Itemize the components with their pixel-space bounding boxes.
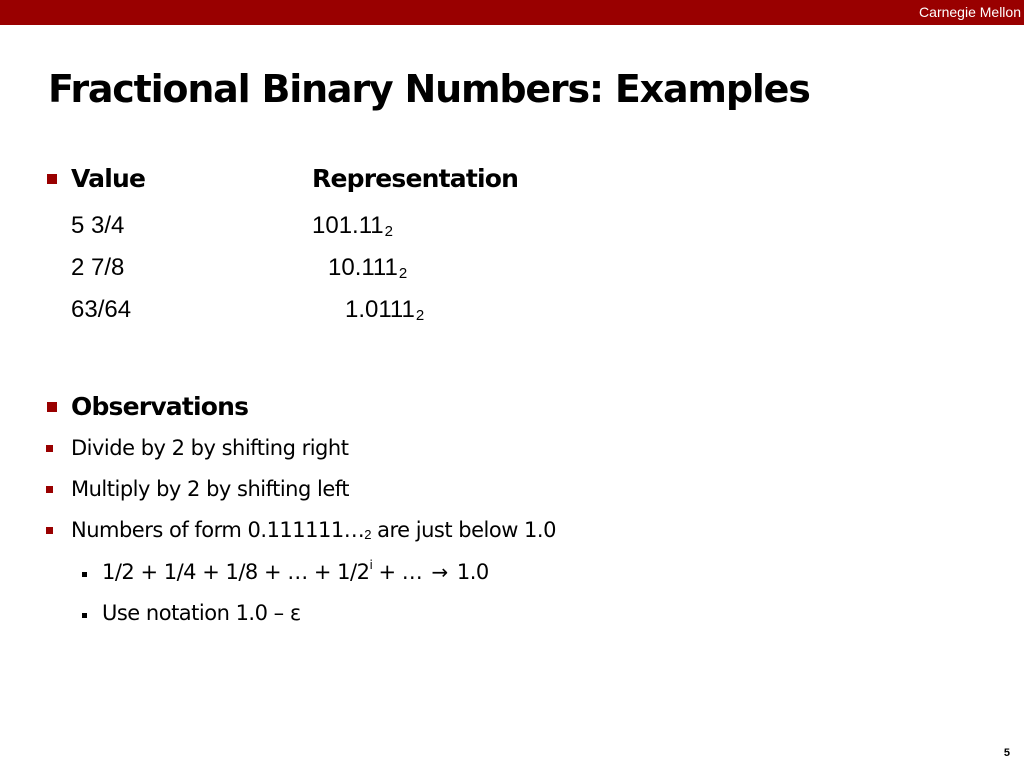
exponent-superscript: i <box>369 558 373 572</box>
sub-bullet-icon <box>82 613 87 618</box>
binary-digits: 101.11 <box>312 212 384 239</box>
series-prefix: 1/2 + 1/4 + 1/8 + … + 1/2 <box>102 560 370 584</box>
right-arrow-icon: → <box>431 560 448 584</box>
binary-digits: 1.0111 <box>345 296 415 323</box>
top-banner <box>0 0 1024 25</box>
observation-item <box>71 520 556 541</box>
observations-heading: Observations <box>71 392 249 421</box>
observation-sub-item: Use notation 1.0 – ε <box>102 601 301 625</box>
observation-sub-item <box>102 558 489 584</box>
binary-digits: 10.111 <box>328 254 398 281</box>
bullet-square-icon <box>46 486 53 493</box>
table-row-value: 63/64 <box>71 296 132 323</box>
bullet-square-icon <box>47 174 57 184</box>
representation-column-header: Representation <box>312 164 519 193</box>
sub-bullet-icon <box>82 572 87 577</box>
observation-prefix: Numbers of form 0.111111… <box>71 518 365 542</box>
bullet-square-icon <box>47 402 57 412</box>
series-suffix: 1.0 <box>450 560 489 584</box>
table-row-representation <box>328 256 407 281</box>
table-row-value: 5 3/4 <box>71 212 125 239</box>
table-row-representation <box>345 298 424 323</box>
base-subscript: 2 <box>415 307 425 324</box>
observation-item: Multiply by 2 by shifting left <box>71 477 350 501</box>
page-number: 5 <box>1003 747 1010 759</box>
series-middle: + … <box>372 560 429 584</box>
slide-title: Fractional Binary Numbers: Examples <box>48 67 810 111</box>
observation-suffix: are just below 1.0 <box>370 518 556 542</box>
table-row-value: 2 7/8 <box>71 254 125 281</box>
base-subscript: 2 <box>364 527 371 542</box>
bullet-square-icon <box>46 445 53 452</box>
value-column-header: Value <box>71 164 146 193</box>
brand-name: Carnegie Mellon <box>919 4 1021 20</box>
base-subscript: 2 <box>384 223 393 240</box>
observation-item: Divide by 2 by shifting right <box>71 436 349 460</box>
base-subscript: 2 <box>398 265 408 282</box>
bullet-square-icon <box>46 527 53 534</box>
table-row-representation <box>312 214 393 239</box>
